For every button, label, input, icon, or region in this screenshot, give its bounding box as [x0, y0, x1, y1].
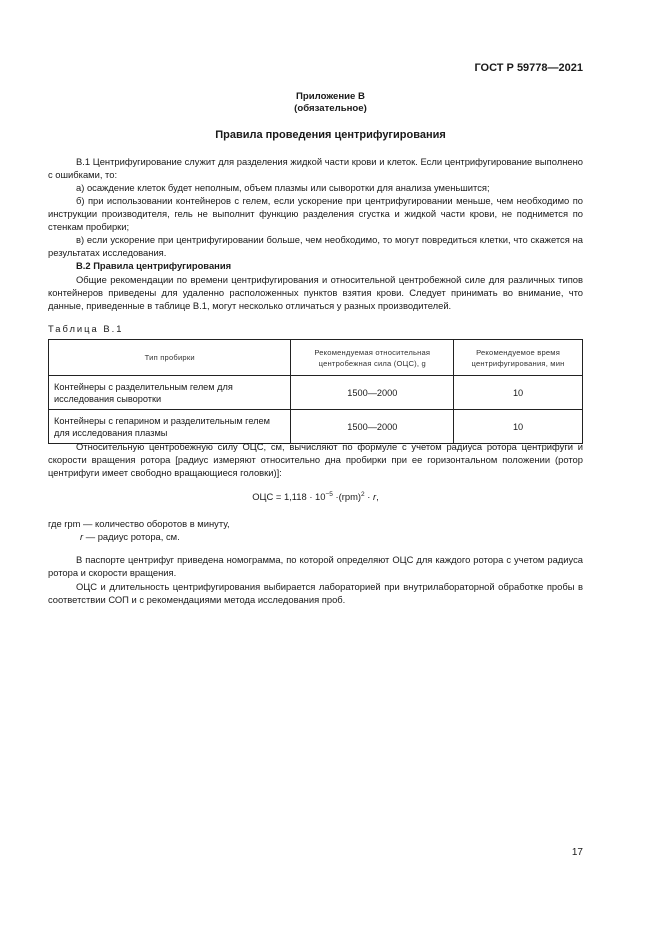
table-header-cell: Рекомендуемое время центрифугирования, мин [454, 340, 583, 376]
table-caption [48, 322, 583, 335]
b1-item-b: б) при использовании контейнеров с гелем, если ускорение при центрифугировании меньше, чем необходимо по инструкции производителя, гель не выполнит функцию разделения сгустка и жидкой части крови, не поднимется по стенкам пробирки; [48, 195, 583, 232]
table-header-cell: Тип пробирки [49, 340, 291, 376]
table-cell: Контейнеры с разделительным гелем для исследования сыворотки [49, 376, 291, 410]
annex-heading [48, 91, 613, 115]
b1-intro: В.1 Центрифугирование служит для разделения жидкой части крови и клеток. Если центрифугирование выполнено с ошибками, то: [48, 156, 583, 180]
annex-title: Приложение В [296, 91, 365, 102]
para-lab: ОЦС и длительность центрифугирования выбирается лабораторией при внутрилабораторной обработке пробы в соответствии СОП и с рекомендациями метода исследования проб. [48, 581, 583, 605]
b2-text: Общие рекомендации по времени центрифугирования и относительной центробежной силе для различных типов контейнеров приведены для удаленно расположенных пунктов взятия крови. Следует принимать во внимание, что данные, приведенные в таблице В.1, могут несколько отличаться у разных производителей. [48, 274, 583, 311]
formula-lhs: ОЦС = 1,118 · 10 [252, 491, 326, 503]
table-cell: 10 [454, 376, 583, 410]
table-row [49, 376, 583, 410]
legend-r [48, 530, 583, 543]
formula [48, 488, 583, 503]
formula-var-r: r [373, 491, 377, 503]
formula-end: , [376, 491, 379, 503]
table-b1-wrap [48, 339, 583, 444]
legend-r-text: — радиус ротора, см. [83, 531, 180, 542]
b2-heading: В.2 Правила центрифугирования [76, 260, 232, 271]
legend-rpm: где rpm — количество оборотов в минуту, [48, 518, 230, 529]
b1-item-a: а) осаждение клеток будет неполным, объем плазмы или сыворотки для анализа уменьшится; [76, 182, 490, 193]
formula-exponent: 2 [361, 491, 365, 498]
table-caption-text: Таблица В.1 [48, 323, 124, 334]
formula-legend [48, 517, 583, 543]
legend-var-r: r [80, 531, 84, 542]
section-title: Правила проведения центрифугирования [215, 129, 446, 141]
section-b2 [48, 259, 583, 312]
table-b1 [48, 339, 583, 444]
table-cell: 1500—2000 [291, 376, 454, 410]
table-header-cell: Рекомендуемая относительная центробежная сила (ОЦС), g [291, 340, 454, 376]
formula-exponent: −5 [325, 491, 333, 498]
table-row [49, 410, 583, 444]
table-cell: Контейнеры с гепарином и разделительным гелем для исследования плазмы [49, 410, 291, 444]
table-cell: 10 [454, 410, 583, 444]
formula-rpm: ·(rpm) [332, 491, 362, 503]
para-nomogram: В паспорте центрифуг приведена номограмма, по которой определяют ОЦС для каждого ротора с учетом радиуса ротора и скорости вращения. [48, 554, 583, 578]
standard-number: ГОСТ Р 59778—2021 [474, 62, 583, 74]
section-b1 [48, 155, 583, 259]
formula-intro: Относительную центробежную силу ОЦС, см, вычисляют по формуле с учетом радиуса ротора центрифуги и скорости вращения ротора [радиус измеряют относительно дна пробирки при ее горизонтальном положении (ротор центрифуги имеет свободно вращающиеся головки)]: [48, 441, 583, 478]
section-closing [48, 553, 583, 606]
b1-item-c: в) если ускорение при центрифугировании больше, чем необходимо, то могут повредиться клетки, что скажется на результатах исследования. [48, 234, 583, 258]
annex-status: (обязательное) [294, 103, 367, 114]
table-cell: 1500—2000 [291, 410, 454, 444]
formula-intro-block [48, 440, 583, 479]
table-header-row [49, 340, 583, 376]
page-number: 17 [571, 847, 583, 858]
formula-dot: · [364, 491, 373, 503]
